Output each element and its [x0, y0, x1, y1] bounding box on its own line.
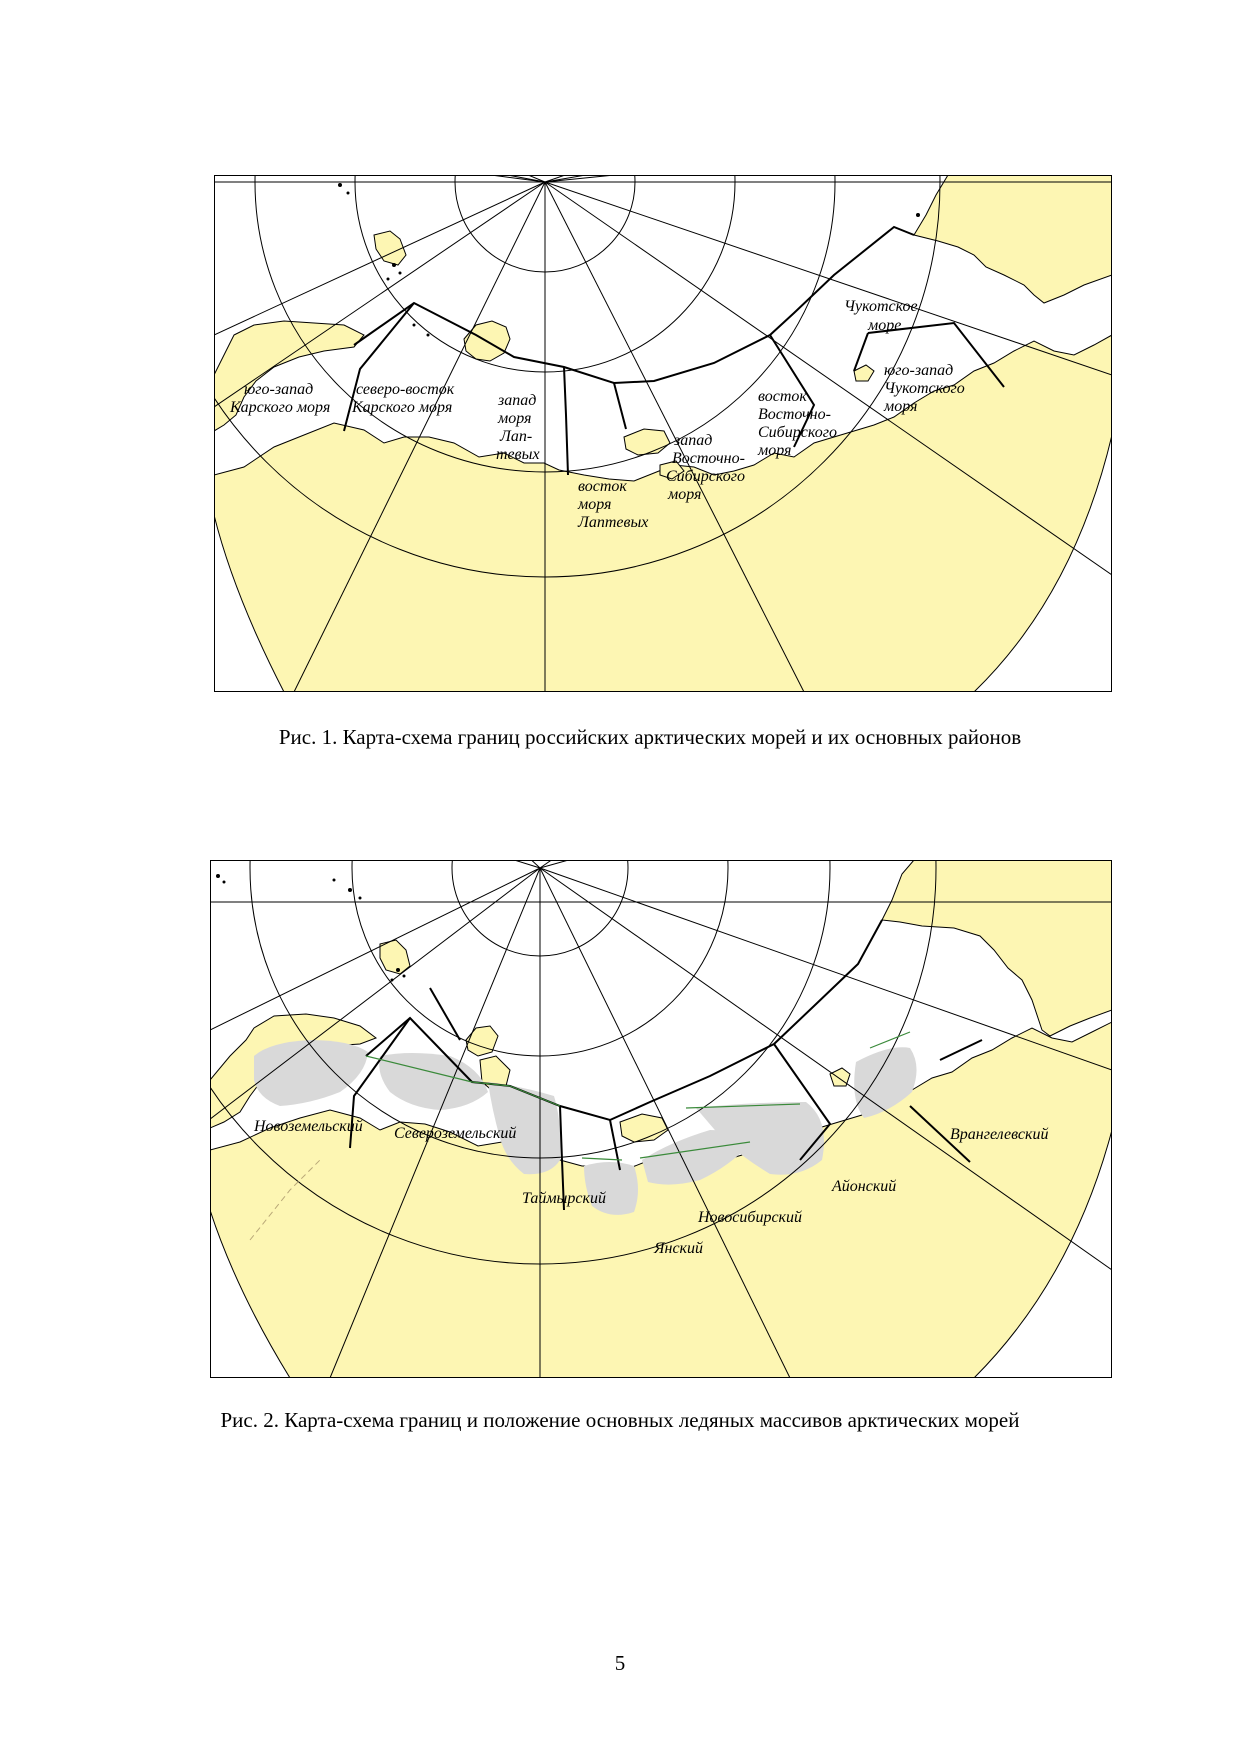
label-w-esib: запад Восточно-Сибирского моря: [666, 432, 745, 503]
page-number: 5: [614, 1651, 626, 1675]
label-sw-kara: юго-запад Карского моря: [230, 381, 331, 416]
label-ayonsky: Айонский: [832, 1178, 897, 1195]
label-taymyrsky: Таймырский: [522, 1190, 606, 1207]
label-severozemelsky: Североземельский: [394, 1125, 517, 1142]
figure-2-caption: Рис. 2. Карта-схема границ и положение основных ледяных массивов арктических морей: [220, 1408, 1020, 1432]
map-figure-1: [214, 175, 1112, 692]
map-figure-2: [210, 860, 1112, 1378]
label-ne-kara: северо-восток Карского моря: [352, 381, 455, 416]
label-wrangelevsky: Врангелевский: [950, 1126, 1049, 1143]
label-chukchi: Чукотское море: [844, 298, 918, 334]
label-e-laptev: восток моря Лаптевых: [578, 478, 649, 531]
figure-1-caption: Рис. 1. Карта-схема границ российских арктических морей и их основных районов: [278, 725, 1022, 749]
label-w-laptev: запад моря Лап-тевых: [496, 392, 540, 463]
label-novosibirsky: Новосибирский: [698, 1209, 803, 1226]
label-sw-chukchi: юго-запад Чукотского моря: [884, 362, 965, 415]
label-e-esib: восток Восточно-Сибирского моря: [758, 388, 837, 459]
label-yansky: Янский: [654, 1240, 704, 1257]
label-novozemelsky: Новоземельский: [254, 1118, 363, 1135]
